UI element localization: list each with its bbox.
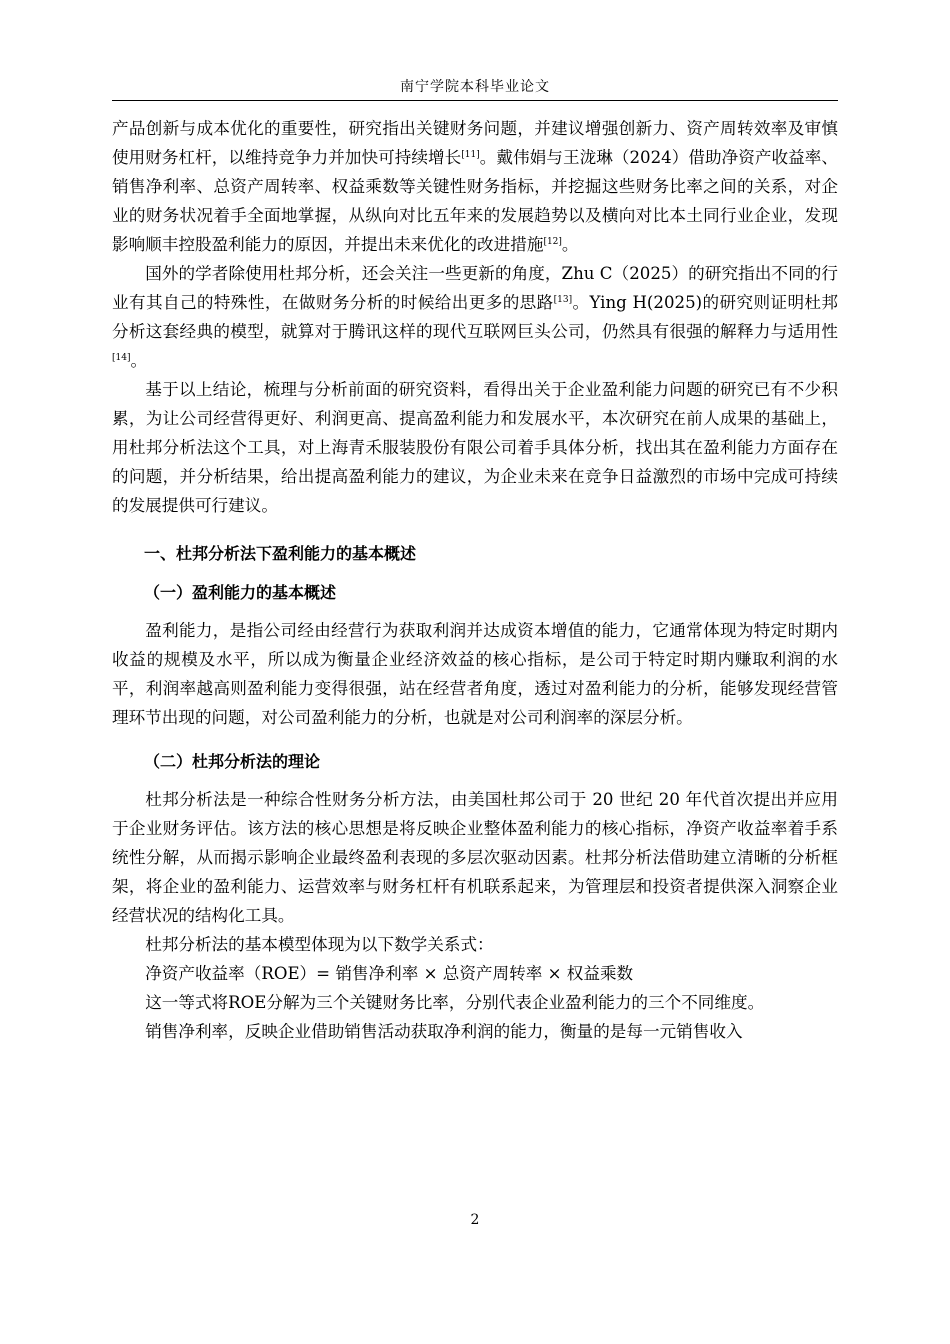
- paragraph-text: 产品创新与成本优化的重要性，研究指出关键财务问题，并建议增强创新力、资产周转效率及审慎使用财务杠杆，以维持竞争力并加快可持续增长: [112, 119, 838, 167]
- paragraph-model-intro: 杜邦分析法的基本模型体现为以下数学关系式：: [145, 935, 494, 954]
- paragraph-literature-2: [112, 259, 838, 375]
- paragraph-roe-decomposition: 这一等式将ROE分解为三个关键财务比率，分别代表企业盈利能力的三个不同维度。: [145, 993, 765, 1012]
- header-divider: [112, 100, 838, 101]
- paragraph-net-profit-margin: 销售净利率，反映企业借助销售活动获取净利润的能力，衡量的是每一元销售收入: [145, 1022, 743, 1041]
- citation-13: [13]: [553, 295, 573, 305]
- formula-roe: 净资产收益率（ROE）= 销售净利率 × 总资产周转率 × 权益乘数: [145, 964, 634, 983]
- page-number: 2: [470, 1212, 480, 1228]
- paragraph-text: 。: [561, 235, 579, 254]
- section-heading-1: 一、杜邦分析法下盈利能力的基本概述: [144, 544, 417, 563]
- citation-11: [11]: [461, 150, 480, 160]
- subsection-heading-1-2: （二）杜邦分析法的理论: [144, 752, 321, 771]
- subsection-heading-1-1: （一）盈利能力的基本概述: [144, 583, 337, 602]
- paragraph-profitability: 盈利能力，是指公司经由经营行为获取利润并达成资本增值的能力，它通常体现为特定时期内收益的规模及水平，所以成为衡量企业经济效益的核心指标，是公司于特定时期内赚取利润的水平，利润率越高则盈利能力变得很强，站在经营者角度，透过对盈利能力的分析，能够发现经营管理环节出现的问题，对公司盈利能力的分析，也就是对公司利润率的深层分析。: [112, 621, 838, 727]
- paragraph-text: 。戴伟娟与王泷琳（2024）借助净资产收益率、销售净利率、总资产周转率、权益乘数等关键性财务指标，并挖掘这些财务比率之间的关系，对企业的财务状况着手全面地掌握，从纵向对比五年来的发展趋势以及横向对比本土同行业企业，发现影响顺丰控股盈利能力的原因，并提出未来优化的改进措施: [112, 148, 839, 254]
- paragraph-dupont-theory: 杜邦分析法是一种综合性财务分析方法，由美国杜邦公司于 20 世纪 20 年代首次提出并应用于企业财务评估。该方法的核心思想是将反映企业整体盈利能力的核心指标，净资产收益率着手系统性分解，从而揭示影响企业最终盈利表现的多层次驱动因素。杜邦分析法借助建立清晰的分析框架，将企业的盈利能力、运营效率与财务杠杆有机联系起来，为管理层和投资者提供深入洞察企业经营状况的结构化工具。: [112, 790, 838, 925]
- page-body: [112, 114, 838, 1046]
- citation-12: [12]: [543, 237, 562, 247]
- paragraph-literature-1: [112, 114, 838, 259]
- paragraph-text: 国外的学者除使用杜邦分析，还会关注一些更新的角度，Zhu C（2025）的研究指出不同的行业有其自己的特殊性，在做财务分析的时候给出更多的思路: [112, 264, 838, 312]
- paragraph-conclusion: 基于以上结论，梳理与分析前面的研究资料，看得出关于企业盈利能力问题的研究已有不少积累，为让公司经营得更好、利润更高、提高盈利能力和发展水平，本次研究在前人成果的基础上，用杜邦分析法这个工具，对上海青禾服装股份有限公司着手具体分析，找出其在盈利能力方面存在的问题，并分析结果，给出提高盈利能力的建议，为企业未来在竞争日益激烈的市场中完成可持续的发展提供可行建议。: [112, 380, 838, 515]
- citation-14: [14]: [112, 353, 131, 363]
- paragraph-text: 。: [130, 351, 148, 370]
- running-header: 南宁学院本科毕业论文: [400, 79, 550, 95]
- paragraph-text: 。Ying H(2025)的研究则证明杜邦分析这套经典的模型，就算对于腾讯这样的现代互联网巨头公司，仍然具有很强的解释力与适用性: [112, 293, 839, 341]
